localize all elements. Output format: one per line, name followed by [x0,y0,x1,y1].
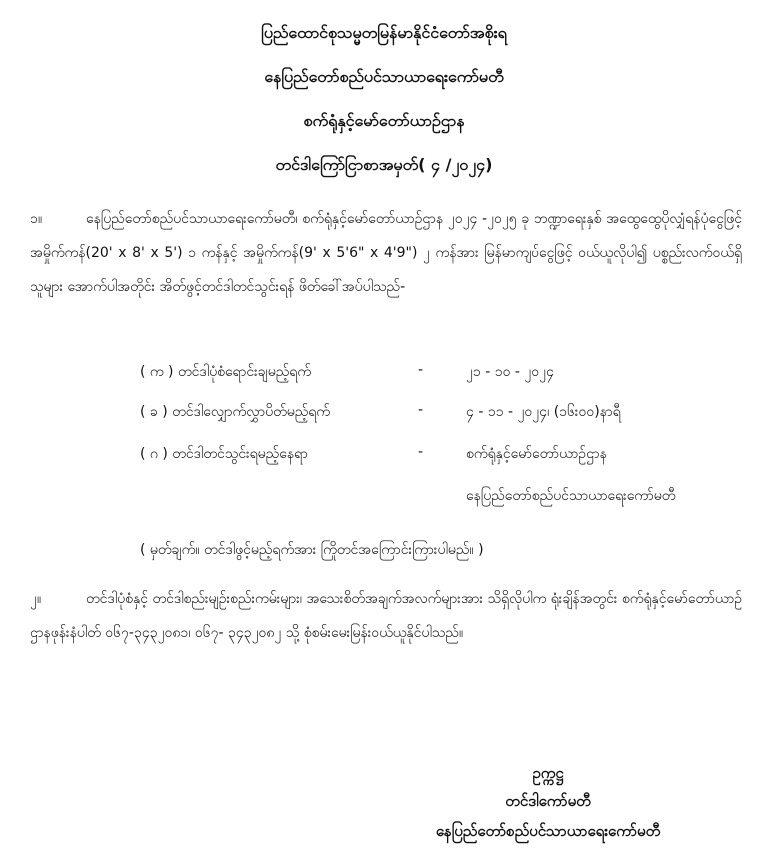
remark-note: ( မှတ်ချက်။ တင်ဒါဖွင့်မည့်ရက်အား ကြိုတင်အကြောင်းကြားပါမည်။ ) [140,542,484,558]
schedule-item-a-label: ( က ) တင်ဒါပုံစံရောင်းချမည့်ရက် [140,364,312,380]
schedule-item-c-value: စက်ရုံနှင့်မော်တော်ယာဉ်ဌာန [466,446,607,462]
paragraph-2 [30,582,742,650]
paragraph-1-number: ၁။ [30,211,43,227]
schedule-item-b-label: ( ခ ) တင်ဒါလျှောက်လွှာပိတ်မည့်ရက် [140,404,330,420]
schedule-item-a-value: ၂၁ - ၁၀ - ၂၀၂၄ [466,364,554,380]
paragraph-1 [30,202,742,304]
paragraph-2-text: တင်ဒါပုံစံနှင့် တင်ဒါစည်းမျဉ်းစည်းကမ်းများ၊ အသေးစိတ်အချက်အလက်များအား သိရှိလိုပါက ရုံးချိန်အတွင်း စက်ရုံနှင့်မော်တော်ယာဉ်ဌာနဖုန်းနံပါတ် ၀၆၇-၃၄၃၂၀၈၁၊ ၀၆၇- ၃၄၃၂၀၈၂ သို့ စုံစမ်းမေးမြန်းဝယ်ယူနိုင်ပါသည်။ [30,591,742,641]
header-government: ပြည်ထောင်စုသမ္မတမြန်မာနိုင်ငံတော်အစိုးရ [261,23,507,42]
schedule-item-c-label: ( ဂ ) တင်ဒါတင်သွင်းရမည့်နေရာ [140,446,308,462]
schedule-item-a-dash: - [418,362,424,378]
schedule-item-b-dash: - [418,402,424,418]
schedule-item-c-dash: - [418,444,424,460]
paragraph-2-number: ၂။ [30,591,42,607]
header-committee: နေပြည်တော်စည်ပင်သာယာရေးကော်မတီ [264,67,504,86]
signature-mark: ဥက္ကဋ္ဌ [532,764,564,782]
schedule-item-c-value-line2: နေပြည်တော်စည်ပင်သာယာရေးကော်မတီ [466,488,676,504]
header-department: စက်ရုံနှင့်မော်တော်ယာဉ်ဌာန [303,111,465,130]
signature-title: တင်ဒါကော်မတီ [505,792,591,810]
schedule-item-b-value: ၄ - ၁၁ - ၂၀၂၄၊ (၁၆း၀၀)နာရီ [466,404,621,420]
header-notice-title: တင်ဒါကြော်ငြာစာအမှတ်( ၄ /၂၀၂၄) [275,155,493,174]
paragraph-1-text: နေပြည်တော်စည်ပင်သာယာရေးကော်မတီ၊ စက်ရုံနှင့်မော်တော်ယာဉ်ဌာန ၂၀၂၄ -၂၀၂၅ ခု ဘဏ္ဍာရေးနှစ် အထွေထွေပိုလျှံရန်ပုံငွေဖြင့် အမှိုက်ကန်(20' x 8' x 5') ၁ ကန်နှင့် အမှိုက်ကန်(9' x 5'6" x 4'9") ၂ ကန်အား မြန်မာကျပ်ငွေဖြင့် ဝယ်ယူလိုပါ၍ ပစ္စည်းလက်ဝယ်ရှိသူများ အောက်ပါအတိုင်း အိတ်ဖွင့်တင်ဒါတင်သွင်းရန် ဖိတ်ခေါ်အပ်ပါသည်- [30,211,742,295]
signature-office: နေပြည်တော်စည်ပင်သာယာရေးကော်မတီ [435,822,661,840]
